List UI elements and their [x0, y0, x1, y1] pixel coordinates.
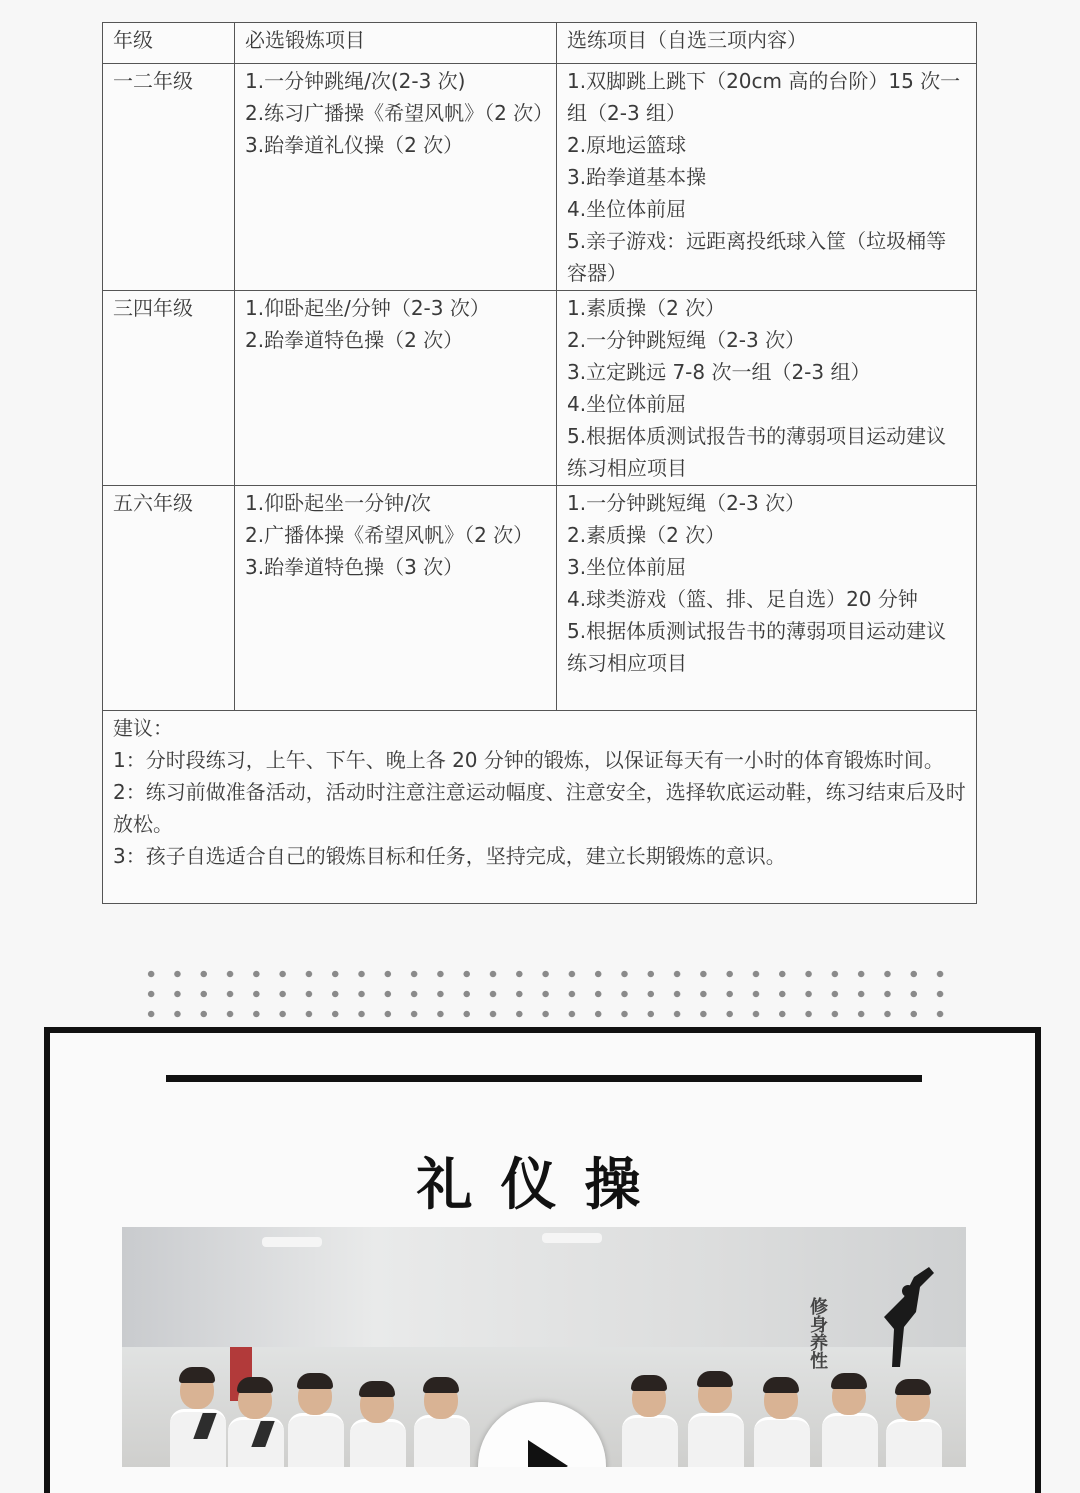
exercise-table-wrapper [102, 22, 976, 904]
optional-item: 1.素质操（2 次） [567, 296, 726, 320]
required-cell [235, 291, 557, 486]
required-item: 1.仰卧起坐/分钟（2-3 次） [245, 296, 490, 320]
section-title: 礼仪操 [416, 1152, 669, 1218]
tip-item: 1：分时段练习，上午、下午、晚上各 20 分钟的锻炼，以保证每天有一小时的体育锻炼时间。 [113, 748, 944, 772]
table-row [103, 291, 977, 486]
dotted-divider [138, 964, 953, 1020]
grade-cell: 一二年级 [103, 64, 235, 291]
optional-item: 3.坐位体前屈 [567, 555, 687, 579]
video-background [122, 1227, 966, 1347]
required-item: 1.一分钟跳绳/次(2-3 次) [245, 69, 466, 93]
header-grade: 年级 [103, 23, 235, 64]
table-row [103, 486, 977, 711]
table-header-row [103, 23, 977, 64]
optional-cell [557, 486, 977, 711]
required-item: 2.练习广播操《希望风帆》（2 次） [245, 101, 554, 125]
optional-item: 3.跆拳道基本操 [567, 165, 707, 189]
required-item: 2.广播体操《希望风帆》（2 次） [245, 523, 534, 547]
table-row [103, 64, 977, 291]
tips-title: 建议： [113, 716, 173, 740]
required-cell [235, 486, 557, 711]
header-optional: 选练项目（自选三项内容） [557, 23, 977, 64]
optional-item: 2.一分钟跳短绳（2-3 次） [567, 328, 806, 352]
section-frame [44, 1027, 1041, 1493]
optional-item: 4.球类游戏（篮、排、足自选）20 分钟 [567, 587, 918, 611]
exercise-table [102, 22, 977, 904]
header-required: 必选锻炼项目 [235, 23, 557, 64]
tips-row [103, 711, 977, 904]
wall-calligraphy: 修身养性 [807, 1297, 828, 1369]
required-cell [235, 64, 557, 291]
optional-item: 5.亲子游戏：远距离投纸球入筐（垃圾桶等容器） [567, 229, 947, 285]
required-item: 2.跆拳道特色操（2 次） [245, 328, 464, 352]
optional-cell [557, 64, 977, 291]
optional-item: 3.立定跳远 7-8 次一组（2-3 组） [567, 360, 871, 384]
optional-item: 2.原地运篮球 [567, 133, 687, 157]
optional-item: 5.根据体质测试报告书的薄弱项目运动建议练习相应项目 [567, 424, 947, 480]
tips-cell [103, 711, 977, 904]
required-item: 3.跆拳道礼仪操（2 次） [245, 133, 464, 157]
tip-item: 2：练习前做准备活动，活动时注意注意运动幅度、注意安全，选择软底运动鞋，练习结束后及时放松。 [113, 780, 966, 836]
required-item: 3.跆拳道特色操（3 次） [245, 555, 464, 579]
optional-item: 1.双脚跳上跳下（20cm 高的台阶）15 次一组（2-3 组） [567, 69, 961, 125]
optional-item: 1.一分钟跳短绳（2-3 次） [567, 491, 806, 515]
optional-cell [557, 291, 977, 486]
video-thumbnail[interactable] [122, 1227, 966, 1467]
required-item: 1.仰卧起坐一分钟/次 [245, 491, 431, 515]
grade-cell: 三四年级 [103, 291, 235, 486]
optional-item: 4.坐位体前屈 [567, 392, 687, 416]
optional-item: 5.根据体质测试报告书的薄弱项目运动建议练习相应项目 [567, 619, 947, 675]
play-icon [528, 1440, 568, 1467]
tip-item: 3：孩子自选适合自己的锻炼目标和任务，坚持完成，建立长期锻炼的意识。 [113, 844, 786, 868]
ceiling-lamp [542, 1233, 602, 1243]
frame-top-rule [166, 1075, 922, 1082]
optional-item: 2.素质操（2 次） [567, 523, 726, 547]
optional-item: 4.坐位体前屈 [567, 197, 687, 221]
ceiling-lamp [262, 1237, 322, 1247]
grade-cell: 五六年级 [103, 486, 235, 711]
